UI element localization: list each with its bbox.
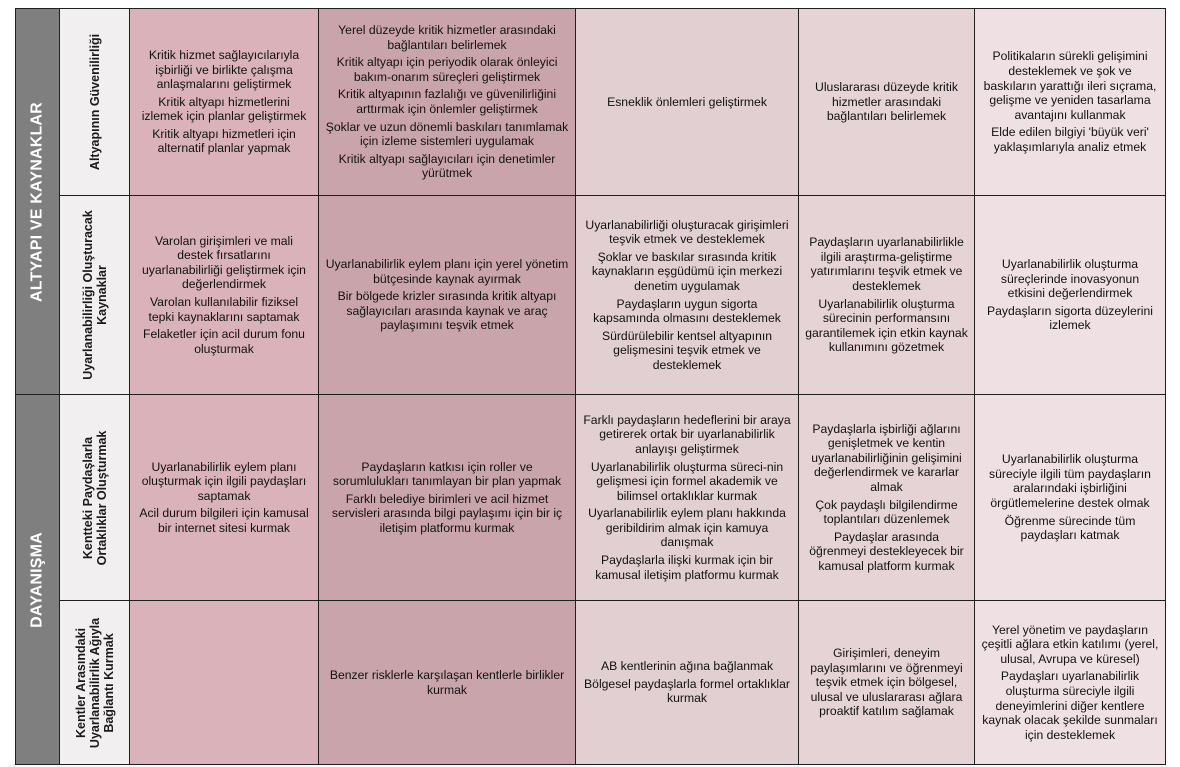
cell-item: Paydaşların katkısı için roller ve sorumlulukları tanımlayan bir plan yapmak bbox=[332, 459, 562, 489]
cell-item: Girişimleri, deneyim paylaşımlarını ve öğrenmeyi teşvik etmek için bölgesel, ulusal ve uluslararası ağlara proaktif katılım sağlamak bbox=[810, 646, 963, 719]
row-header-line: Uyarlanabilirliği Oluşturacak bbox=[80, 210, 95, 380]
matrix-cell bbox=[975, 196, 1166, 395]
row-header-line: Kentteki Paydaşlarla bbox=[80, 436, 95, 559]
cell-item: Paydaşlar arasında öğrenmeyi destekleyecek bir kamusal platform kurmak bbox=[809, 529, 964, 573]
matrix-cell bbox=[319, 9, 576, 196]
row-header bbox=[60, 601, 130, 765]
cell-item: Uluslararası düzeyde kritik hizmetler arasındaki bağlantıları belirlemek bbox=[815, 80, 958, 124]
matrix-cell bbox=[576, 9, 799, 196]
cell-item: Uyarlanabilirliği oluşturacak girişimleri teşvik etmek ve desteklemek bbox=[585, 217, 789, 247]
cell-item: Kritik altyapı hizmetlerini izlemek için planlar geliştirmek bbox=[141, 94, 307, 124]
cell-item: Sürdürülebilir kentsel altyapının gelişmesini teşvik etmek ve desteklemek bbox=[601, 328, 773, 372]
matrix-cell bbox=[799, 601, 975, 765]
row-header-line: Kentler Arasındaki bbox=[73, 627, 88, 738]
row-header-line: Ortaklıklar Oluşturmak bbox=[94, 430, 109, 565]
cell-item: Öğrenme sürecinde tüm paydaşları katmak bbox=[1004, 513, 1136, 543]
row-header bbox=[60, 196, 130, 395]
matrix-cell bbox=[130, 9, 319, 196]
matrix-cell bbox=[319, 601, 576, 765]
row-header-line: Kaynaklar bbox=[94, 265, 109, 325]
cell-item: Farklı belediye birimleri ve acil hizmet servisleri arasında bilgi paylaşımı için bir iç iletişim platformu kurmak bbox=[331, 491, 563, 535]
matrix-cell bbox=[799, 395, 975, 601]
cell-item: Farklı paydaşların hedeflerini bir araya getirerek ortak bir uyarlanabilirlik anlayışı geliştirmek bbox=[583, 412, 791, 456]
cell-item: Paydaşlarla ilişki kurmak için bir kamusal iletişim platformu kurmak bbox=[595, 553, 779, 582]
cell-item: Esneklik önlemleri geliştirmek bbox=[607, 94, 767, 109]
cell-item: Uyarlanabilirlik eylem planı hakkında geribildirim almak için kamuya danışmak bbox=[588, 506, 786, 550]
row-header-line: Bağlantı Kurmak bbox=[101, 632, 116, 733]
matrix-cell bbox=[319, 395, 576, 601]
cell-item: Politikaların sürekli gelişimini desteklemek ve şok ve baskıların yarattığı ileri sıçrama, gelişme ve yeniden tasarlama avantajını kullanmak bbox=[983, 49, 1157, 122]
cell-item: Kritik hizmet sağlayıcılarıyla işbirliği ve birlikte çalışma anlaşmalarını geliştirmek bbox=[148, 47, 300, 92]
row-header-label bbox=[81, 430, 109, 565]
cell-item: AB kentlerinin ağına bağlanmak bbox=[600, 659, 774, 674]
cell-item: Kritik altyapı sağlayıcıları için denetimler yürütmek bbox=[338, 151, 556, 181]
cell-item: Kritik altyapı hizmetleri için alternatif planlar yapmak bbox=[152, 126, 296, 156]
cell-item: Kritik altyapının fazlalığı ve güvenilirliğini arttırmak için önlemler geliştirmek bbox=[337, 87, 557, 116]
row-header-label bbox=[74, 617, 116, 747]
group-header-altyapi bbox=[16, 9, 60, 395]
group-header-dayanisma bbox=[16, 395, 60, 765]
cell-item: Bir bölgede krizler sırasında kritik altyapı sağlayıcıları arasında kaynak ve araç paylaşımını teşvik etmek bbox=[337, 289, 557, 333]
row-header-line: Uyarlanabilirlik Ağıyla bbox=[87, 617, 102, 748]
matrix-cell bbox=[130, 395, 319, 601]
cell-item: Paydaşların uyarlanabilirlikle ilgili araştırma-geliştirme yatırımlarını teşvik etmek ve desteklemek bbox=[809, 235, 964, 293]
matrix-cell bbox=[576, 601, 799, 765]
cell-item: Paydaşlarla işbirliği ağlarını genişletmek ve kentin uyarlanabilirliğinin gelişimini değerlendirmek ve kararlar almak bbox=[811, 421, 962, 494]
matrix-cell bbox=[975, 601, 1166, 765]
row-header-label bbox=[88, 34, 102, 170]
matrix-cell bbox=[975, 9, 1166, 196]
cell-item: Yerel düzeyde kritik hizmetler arasındaki bağlantıları belirlemek bbox=[338, 23, 556, 52]
cell-item: Uyarlanabilirlik oluşturma süreçlerinde inovasyonun etkisini değerlendirmek bbox=[1000, 257, 1140, 301]
cell-item: Paydaşları uyarlanabilirlik oluşturma süreciyle ilgili deneyimlerini diğer kentlere kaynak olacak şekilde sunmaları için desteklemek bbox=[982, 669, 1158, 742]
group-label: ALTYAPI VE KAYNAKLAR bbox=[28, 101, 46, 302]
row-header bbox=[60, 395, 130, 601]
matrix-cell bbox=[130, 601, 319, 765]
cell-item: Uyarlanabilirlik oluşturma süreci-nin gelişmesi için formel akademik ve bilimsel ortaklıklar kurmak bbox=[590, 459, 784, 503]
cell-item: Varolan girişimleri ve mali destek fırsatlarını uyarlanabilirliği geliştirmek için değerlendirmek bbox=[142, 233, 306, 292]
cell-item: Varolan kullanılabilir fiziksel tepki kaynaklarını saptamak bbox=[148, 295, 300, 324]
matrix-cell bbox=[130, 196, 319, 395]
row-header-line: Altyapının Güvenilirliği bbox=[87, 33, 102, 171]
matrix-cell bbox=[975, 395, 1166, 601]
resilience-action-matrix bbox=[15, 8, 1166, 765]
cell-item: Şoklar ve uzun dönemli baskıları tanımlamak için izleme sistemleri uygulamak bbox=[325, 119, 569, 149]
cell-item: Felaketler için acil durum fonu oluşturmak bbox=[143, 327, 305, 356]
matrix-cell bbox=[799, 196, 975, 395]
cell-item: Kritik altyapı için periyodik olarak önleyici bakım-onarım süreçleri geliştirmek bbox=[336, 55, 558, 84]
cell-item: Uyarlanabilirlik oluşturma sürecinin performansını garantilemek için etkin kaynak kullanımını gözetmek bbox=[805, 296, 968, 355]
cell-item: Acil durum bilgileri için kamusal bir internet sitesi kurmak bbox=[139, 506, 309, 535]
cell-item: Uyarlanabilirlik eylem planı oluşturmak için ilgili paydaşları saptamak bbox=[141, 459, 307, 503]
matrix-cell bbox=[576, 395, 799, 601]
cell-item: Uyarlanabilirlik oluşturma süreciyle ilgili tüm paydaşların aralarındaki işbirliğini örgütlemelerine destek olmak bbox=[989, 452, 1151, 510]
cell-item: Elde edilen bilgiyi 'büyük veri' yaklaşımlarıyla analiz etmek bbox=[991, 125, 1149, 154]
cell-item: Çok paydaşlı bilgilendirme toplantıları düzenlemek bbox=[815, 497, 958, 527]
cell-item: Benzer risklerle karşılaşan kentlerle birlikler kurmak bbox=[329, 667, 565, 697]
matrix-cell bbox=[576, 196, 799, 395]
cell-item: Paydaşların sigorta düzeylerini izlemek bbox=[987, 303, 1153, 333]
row-header-label bbox=[81, 210, 109, 380]
matrix-cell bbox=[319, 196, 576, 395]
cell-item: Yerel yönetim ve paydaşların çeşitli ağlara etkin katılımı (yerel, ulusal, Avrupa ve küresel) bbox=[981, 622, 1159, 666]
cell-item: Paydaşların uygun sigorta kapsamında olmasını desteklemek bbox=[593, 296, 781, 326]
cell-item: Bölgesel paydaşlarla formel ortaklıklar kurmak bbox=[584, 676, 790, 706]
group-label: DAYANIŞMA bbox=[28, 531, 46, 628]
cell-item: Uyarlanabilirlik eylem planı için yerel yönetim bütçesinde kaynak ayırmak bbox=[325, 257, 569, 286]
row-header bbox=[60, 9, 130, 196]
matrix-cell bbox=[799, 9, 975, 196]
cell-item: Şoklar ve baskılar sırasında kritik kaynakların eşgüdümü için merkezi denetim uygulamak bbox=[591, 249, 783, 293]
